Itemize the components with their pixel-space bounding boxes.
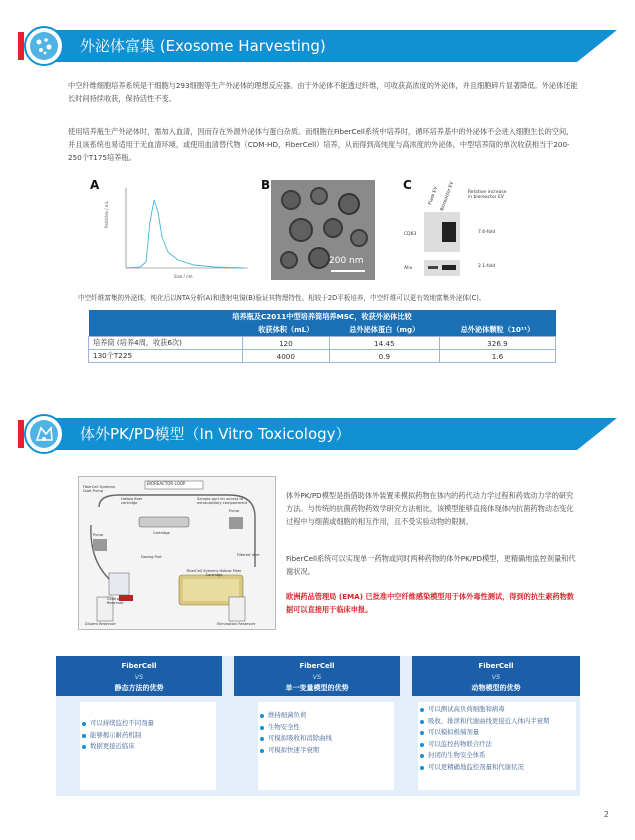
exosome-icon xyxy=(24,26,64,66)
figure-label-b: B xyxy=(261,178,271,192)
toxicology-icon xyxy=(24,414,64,454)
compare-brand: FiberCell xyxy=(478,662,514,670)
pkpd-paragraph-1: 体外PK/PD模型是指借助体外装置来模拟药物在体内的药代动力学过程和药效动力学的研究方法。与传统的抗菌药物药效学研究方法相比，该模型能够直接体现体内抗菌药物动态变化过程中与细菌或细胞的相互作用，且不受实验动物的限制。 xyxy=(286,491,574,526)
list-item: 封闭的生物安全体系 xyxy=(418,750,576,762)
blot-val-alix: 2.1-fold xyxy=(478,264,496,269)
diagram-label: Central Reservoir xyxy=(107,597,124,605)
compare-list-animal xyxy=(418,702,576,790)
table-cell: 326.9 xyxy=(439,337,555,350)
table-cell: 1.6 xyxy=(439,350,555,363)
banner-tail xyxy=(577,418,617,450)
compare-vs: VS xyxy=(134,673,144,681)
list-item: 可以更精确地监控剂量和代谢状况 xyxy=(418,762,576,774)
compare-list-static xyxy=(80,702,216,790)
table-cell: 4000 xyxy=(242,350,329,363)
section-banner-exosome xyxy=(18,30,617,62)
tem-scale-bar: 200 nm xyxy=(329,256,364,266)
table-header-3: 总外泌体颗粒（10¹¹） xyxy=(439,323,555,337)
banner-tail xyxy=(577,30,617,62)
diagram-label: Dosing Port xyxy=(141,555,162,559)
figure-label-a: A xyxy=(90,178,100,192)
list-item: 可模拟吸收和消除曲线 xyxy=(258,733,394,745)
list-item: 维持细菌负荷 xyxy=(258,710,394,722)
intro-paragraph-1: 中空纤维细胞培养系统是干细胞与293细胞等生产外泌体的理想反应器。由于外泌体不能透过纤维，可收获高浓度的外泌体，并且细胞碎片显著降低。外泌体还能长时间持续收获，保持活性不变。 xyxy=(68,81,578,103)
table-cell: 130个T225 xyxy=(89,350,243,363)
blot-col-bioreactor: Bioreactor EV xyxy=(440,181,456,212)
western-blot-panel xyxy=(404,181,514,284)
blot-label-alix: Alix xyxy=(404,266,413,271)
list-item: 吸收、排泄和代谢曲线更接近人体内半衰期 xyxy=(418,716,576,728)
list-item: 可以持续监控不同剂量 xyxy=(80,718,216,730)
diagram-label: Hollow fiber cartridge xyxy=(121,497,143,505)
blot-val-cd63: 7.6-fold xyxy=(478,230,496,235)
diagram-label: Diluent Reservoir xyxy=(85,622,116,626)
nta-histogram xyxy=(104,182,252,282)
diagram-label: Sample port for access to extracapillary compartment xyxy=(197,497,248,505)
diagram-label: Cartridge xyxy=(153,531,170,535)
diagram-label: FiberCell Systems Hollow Fiber Cartridge xyxy=(186,569,242,577)
table-header-2: 总外泌体蛋白（mg） xyxy=(329,323,439,337)
nta-ylabel: Particles / mL xyxy=(104,201,109,228)
table-header-0 xyxy=(89,323,243,337)
section-banner-pkpd xyxy=(18,418,617,450)
intro-paragraph-2: 使用培养瓶生产外泌体时，需加入血清，因而存在外源外泌体与蛋白杂质。而细胞在FiberCell系统中培养时，循环培养基中的外泌体不会进入细胞生长的空间，并且该系统也易适用于无血清环境，或使用血清替代物（CDM-HD，FiberCell）培养，从而得到高纯度与高浓度的外泌体，中型培养筒的单次收获相当于200-250个T175培养瓶。 xyxy=(68,127,574,162)
list-item: 生物安全性 xyxy=(258,722,394,734)
blot-alix-band xyxy=(424,260,460,276)
compare-vs: VS xyxy=(312,673,322,681)
section-title: 外泌体富集 (Exosome Harvesting) xyxy=(80,37,326,55)
diagram-label: Pump xyxy=(93,533,104,537)
diagram-label: Pump xyxy=(229,509,240,513)
pkpd-paragraph-2: FiberCell系统可以实现单一药物或同时两种药物的体外PK/PD模型，更精确地监控剂量和代谢状况。 xyxy=(286,554,576,576)
table-header-1: 收获体积（mL） xyxy=(242,323,329,337)
table-row xyxy=(89,350,556,363)
pkpd-paragraph-3: 欧洲药品管理局 (EMA) 已批准中空纤维感染模型用于体外毒性测试，得到的抗生素药物数据可以直接用于临床申报。 xyxy=(286,592,574,614)
compare-title: 静态方法的优势 xyxy=(114,684,164,692)
table-cell: 培养筒 (培养4周，收获6次) xyxy=(89,337,243,350)
compare-list-single-variable xyxy=(258,702,394,790)
blot-cd63-band xyxy=(424,212,460,252)
table-cell: 14.45 xyxy=(329,337,439,350)
list-item: 数据更接近临床 xyxy=(80,741,216,753)
table-cell: 0.9 xyxy=(329,350,439,363)
exosome-comparison-table xyxy=(88,310,556,363)
page-number: 2 xyxy=(603,810,609,819)
blot-label-cd63: CD63 xyxy=(404,232,417,237)
nta-xlabel: Size / nm xyxy=(174,274,193,279)
blot-header: Relative increase in bioreactor EV xyxy=(468,190,507,200)
diagram-label: FiberCell Systems Duet Pump xyxy=(83,485,115,493)
list-item: 可模拟快速半衰期 xyxy=(258,745,394,757)
compare-title: 单一变量模型的优势 xyxy=(285,684,349,692)
compare-head-animal xyxy=(412,656,580,696)
table-row xyxy=(89,337,556,350)
blot-col-flask: Flask EV xyxy=(428,186,440,206)
list-item: 能够揭示耐药机制 xyxy=(80,730,216,742)
diagram-top-label: BIOREACTOR LOOP xyxy=(147,481,186,486)
compare-title: 动物模型的优势 xyxy=(471,684,521,692)
diagram-label: Filtered Vent xyxy=(237,553,260,557)
figure-label-c: C xyxy=(403,178,412,192)
compare-brand: FiberCell xyxy=(121,662,157,670)
table-cell: 120 xyxy=(242,337,329,350)
figure-caption: 中空纤维富集的外泌体，纯化后以NTA分析(A)和透射电镜(B)验证其物理特性。相较于2D平板培养，中空纤维可以更有效地富集外泌体(C)。 xyxy=(78,294,486,302)
diagram-label: Elimination Reservoir xyxy=(217,622,256,626)
table-title: 培养瓶及C2011中型培养筒培养MSC，收获外泌体比较 xyxy=(89,310,556,323)
list-item: 可以测试高负荷细胞和病毒 xyxy=(418,704,576,716)
section-title: 体外PK/PD模型（In Vitro Toxicology） xyxy=(80,425,351,443)
compare-vs: VS xyxy=(491,673,501,681)
list-item: 可以模拟极端剂量 xyxy=(418,727,576,739)
compare-brand: FiberCell xyxy=(299,662,335,670)
compare-head-single-variable xyxy=(234,656,400,696)
bioreactor-loop-diagram xyxy=(78,476,276,630)
tem-image xyxy=(271,180,375,280)
list-item: 可以监控药物联合疗法 xyxy=(418,739,576,751)
compare-head-static xyxy=(56,656,222,696)
